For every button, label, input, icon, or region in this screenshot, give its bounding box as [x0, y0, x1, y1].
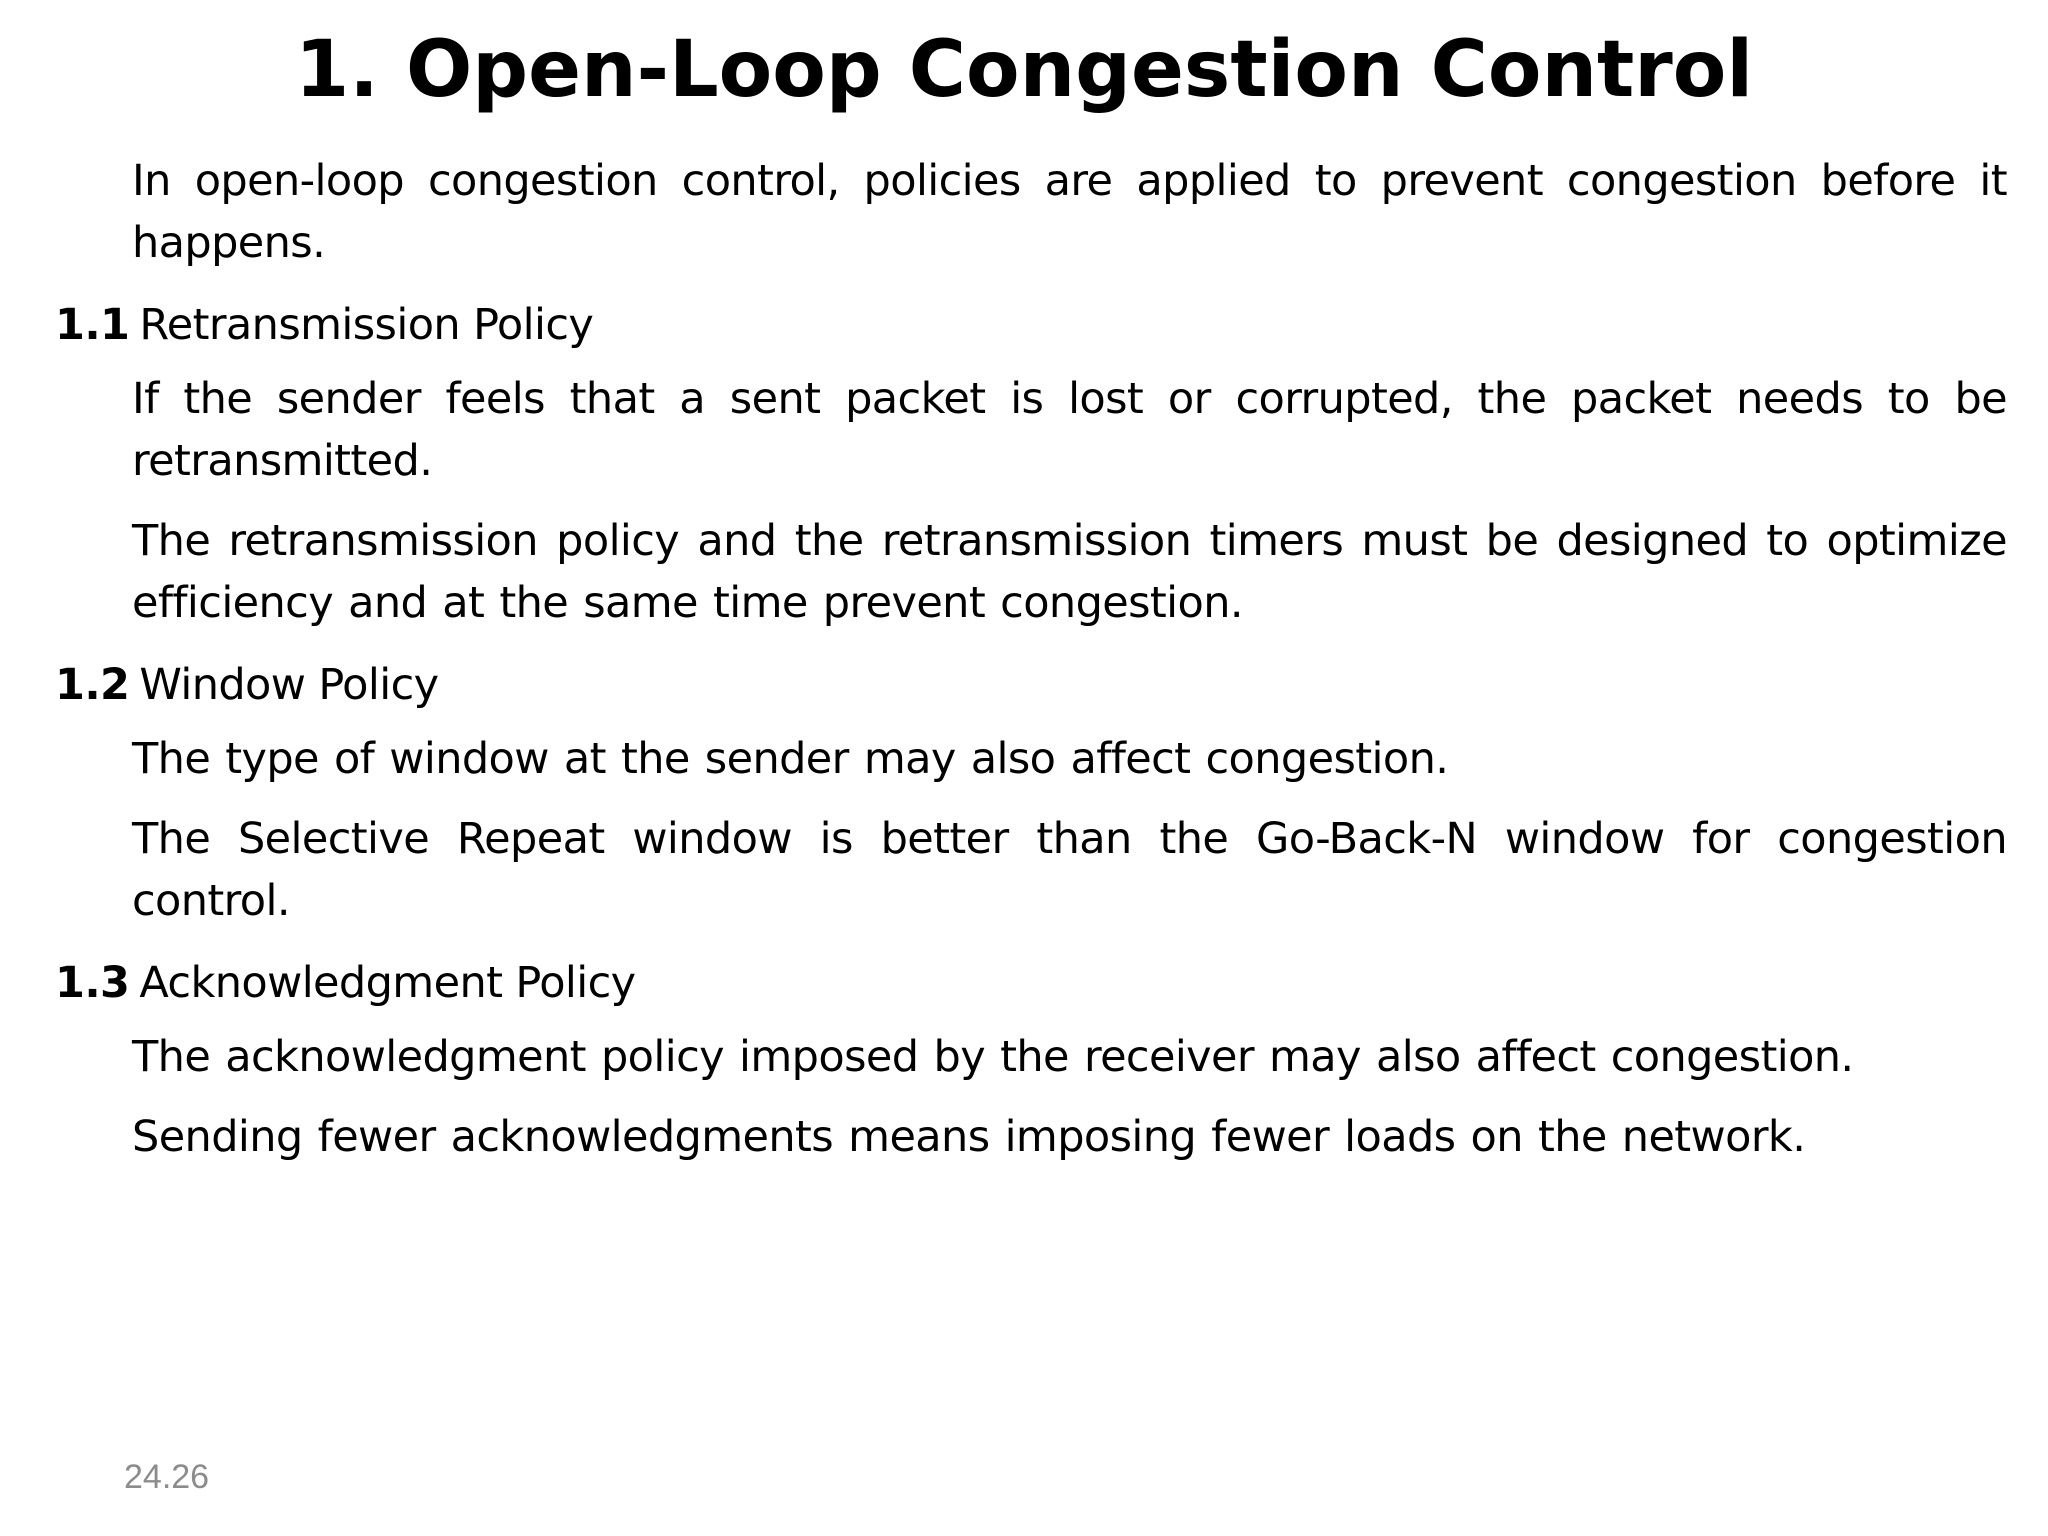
page-number: 24.26	[124, 1458, 210, 1496]
section-number: 1.1	[55, 300, 130, 350]
slide-title: 1. Open-Loop Congestion Control	[294, 25, 1754, 115]
section-number: 1.2	[55, 660, 130, 710]
section-paragraph: The Selective Repeat window is better than the Go-Back-N window for congestion control.	[132, 814, 2007, 926]
section-paragraph: The acknowledgment policy imposed by the receiver may also affect congestion.	[132, 1032, 1854, 1082]
section-paragraph: The retransmission policy and the retransmission timers must be designed to optimize efficiency and at the same time prevent congestion.	[132, 516, 2007, 628]
intro-paragraph: In open-loop congestion control, policies are applied to prevent congestion before it happens.	[132, 156, 2007, 268]
section-paragraph: The type of window at the sender may also affect congestion.	[132, 734, 1449, 784]
section-heading-retransmission	[0, 294, 2048, 356]
section-title: Window Policy	[139, 660, 439, 710]
section-title: Acknowledgment Policy	[139, 958, 636, 1008]
slide-body	[0, 150, 2048, 1186]
section-heading-acknowledgment	[0, 952, 2048, 1014]
section-paragraph: If the sender feels that a sent packet is lost or corrupted, the packet needs to be retransmitted.	[132, 374, 2007, 486]
section-heading-window	[0, 654, 2048, 716]
section-title: Retransmission Policy	[139, 300, 594, 350]
section-number: 1.3	[55, 958, 130, 1008]
section-paragraph: Sending fewer acknowledgments means imposing fewer loads on the network.	[132, 1112, 1806, 1162]
